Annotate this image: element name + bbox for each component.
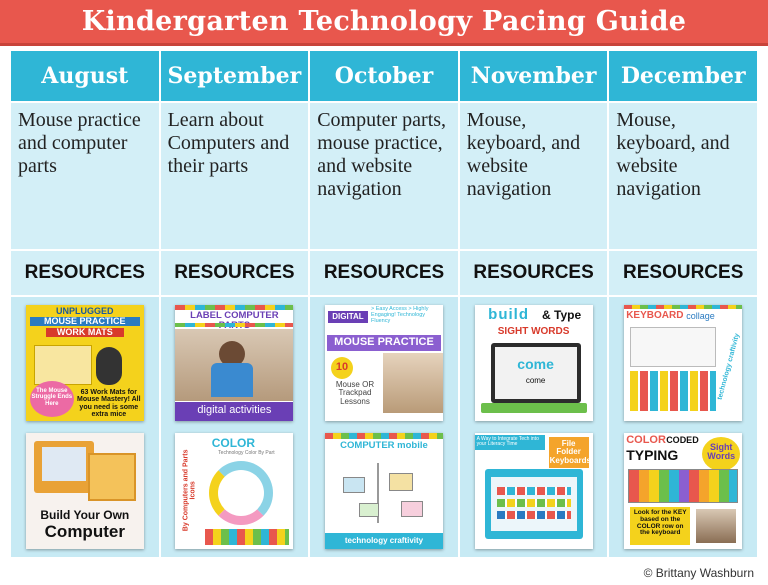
product-build-and-type-sight-words[interactable]: build & Type SIGHT WORDS come come — [475, 305, 593, 421]
resources-label-october: RESOURCES — [309, 250, 459, 296]
pacing-table — [10, 50, 758, 558]
month-header-september: September — [160, 50, 310, 102]
resources-label-december: RESOURCES — [608, 250, 758, 296]
resources-october — [309, 296, 459, 558]
product-color-coded-typing[interactable]: COLOR CODED TYPING Sight Words Look for the KEY based on the COLOR row on the keyboard — [624, 433, 742, 549]
resources-label-november: RESOURCES — [459, 250, 609, 296]
worksheet-image — [630, 327, 716, 367]
crayons-image — [205, 529, 289, 545]
product-build-your-own-computer[interactable]: Build Your Own Computer — [26, 433, 144, 549]
resources-august — [10, 296, 160, 558]
page-title: Kindergarten Technology Pacing Guide — [81, 6, 687, 37]
month-header-october: October — [309, 50, 459, 102]
topic-november: Mouse, keyboard, and website navigation — [459, 102, 609, 250]
title-bar — [0, 0, 768, 46]
mouse-icon — [96, 347, 122, 385]
topic-september: Learn about Computers and their parts — [160, 102, 310, 250]
student-photo — [696, 509, 736, 543]
child-at-computer-photo — [383, 353, 443, 413]
color-keyboard-image — [628, 469, 738, 503]
product-file-folder-keyboards[interactable]: A Way to Integrate Tech into your Literacy Time File Folder Keyboards — [475, 433, 593, 549]
product-digital-mouse-practice[interactable]: DIGITAL > Easy Access > Highly Engaging! Technology Fluency MOUSE PRACTICE 10 Mouse OR Trackpad Lessons — [325, 305, 443, 421]
topic-december: Mouse, keyboard, and website navigation — [608, 102, 758, 250]
laptop-base — [481, 403, 587, 413]
resources-label-september: RESOURCES — [160, 250, 310, 296]
month-header-december: December — [608, 50, 758, 102]
product-label-computer-parts[interactable]: LABEL COMPUTER digital activities — [175, 305, 293, 421]
product-color-by-computer-parts[interactable]: COLOR Technology Color By Part By Computers and Parts Icons — [175, 433, 293, 549]
product-computer-mobile[interactable]: COMPUTER mobile technology craftivity — [325, 433, 443, 549]
month-header-november: November — [459, 50, 609, 102]
month-header-august: August — [10, 50, 160, 102]
product-keyboard-collage[interactable]: KEYBOARD collage technology craftivity — [624, 305, 742, 421]
resources-november — [459, 296, 609, 558]
topic-august: Mouse practice and computer parts — [10, 102, 160, 250]
resources-label-august: RESOURCES — [10, 250, 160, 296]
file-folder-keyboard-image — [485, 469, 583, 539]
product-mouse-practice-work-mats[interactable]: UNPLUGGED MOUSE PRACTICE WORK MATS The Mouse Struggle Ends Here 63 Work Mats for Mouse Mastery! All you need is some extra mice — [26, 305, 144, 421]
copyright-text: © Brittany Washburn — [643, 566, 754, 580]
keyboard-collage-image — [630, 371, 716, 411]
resources-december — [608, 296, 758, 558]
mobile-craft-image — [339, 463, 431, 529]
resources-september — [160, 296, 310, 558]
laptop-image — [491, 343, 581, 403]
work-mat-image — [34, 345, 92, 385]
headphones-coloring-image — [209, 461, 273, 525]
topic-october: Computer parts, mouse practice, and website navigation — [309, 102, 459, 250]
